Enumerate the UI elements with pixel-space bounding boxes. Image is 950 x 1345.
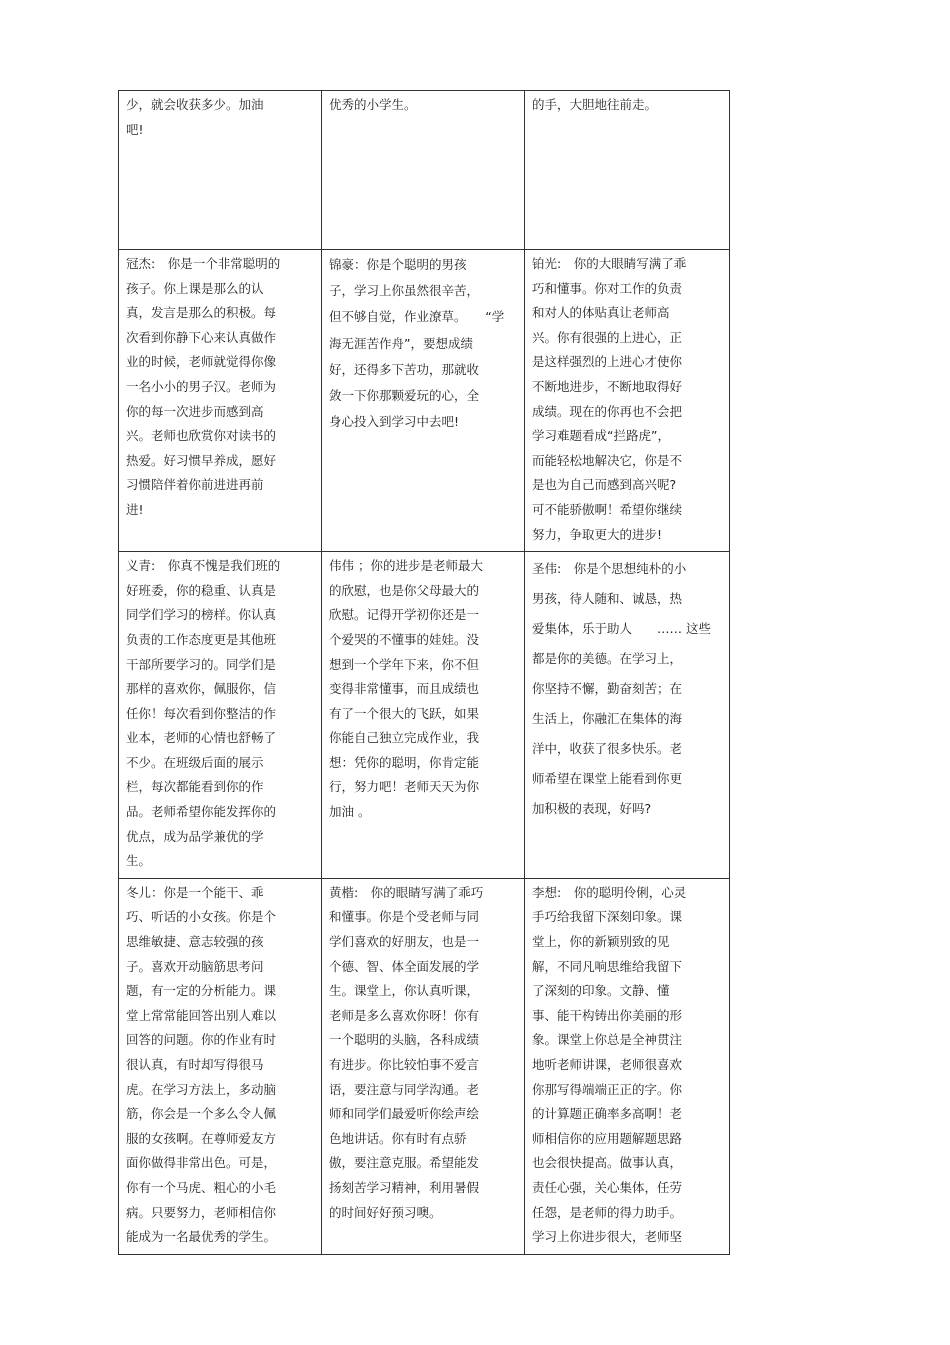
- comment-line: 学们喜欢的好朋友，也是一: [329, 934, 480, 950]
- comment-line: 负责的工作态度更是其他班: [126, 631, 277, 647]
- comment-line: 很认真，有时却写得很马: [126, 1057, 264, 1072]
- comment-line: 冬儿：你是一个能干、乖: [126, 884, 264, 900]
- comment-line: 真，发言是那么的积极。每: [126, 305, 277, 321]
- comment-line: 子。喜欢开动脑筋思考问: [126, 958, 264, 974]
- comment-line: 题，有一定的分析能力。课: [126, 983, 277, 999]
- comment-line: 同学们学习的榜样。你认真: [126, 607, 277, 623]
- comment-line: 加油 。: [329, 804, 371, 820]
- comment-line: 责任心强，关心集体，任劳: [532, 1179, 683, 1195]
- comment-line: 李想: 你的聪明伶俐，心灵: [532, 884, 687, 900]
- comment-line: 解，不同凡响思维给我留下: [532, 958, 683, 974]
- comment-line: 服的女孩啊。在尊师爱友方: [126, 1130, 277, 1146]
- comment-line: 傲，要注意克服。希望能发: [329, 1155, 480, 1171]
- comment-line: 象。课堂上你总是全神贯注: [532, 1032, 683, 1048]
- comment-line: 你那写得端端正正的字。你: [532, 1081, 683, 1097]
- comment-line: 堂上常常能回答出别人难以: [126, 1007, 277, 1023]
- comment-line: 堂上，你的新颖别致的见: [532, 934, 670, 950]
- comment-line: 干部所要学习的。同学们是: [126, 656, 277, 672]
- comment-line: 都是你的美德。在学习上，: [532, 651, 683, 667]
- comment-line: 孩子。你上课是那么的认: [126, 280, 264, 296]
- comment-line: 好，还得多下苦功，那就收: [329, 361, 480, 377]
- comment-cell: [322, 250, 525, 552]
- comment-line: 变得非常懂事，而且成绩也: [329, 681, 480, 697]
- comment-line: 不断地进步，不断地取得好: [532, 378, 683, 394]
- comment-line: 学习上你进步很大，老师坚: [532, 1229, 683, 1245]
- comment-cell: [322, 552, 525, 879]
- comment-line: 不少。在班级后面的展示: [126, 754, 264, 770]
- comment-row: [119, 91, 730, 250]
- comment-line: 有了一个很大的飞跃，如果: [329, 705, 480, 721]
- comment-line: 可不能骄傲啊！希望你继续: [532, 501, 683, 517]
- comment-cell: [322, 878, 525, 1254]
- comment-line: 铂光: 你的大眼睛写满了乖: [532, 256, 687, 271]
- comment-line: 行，努力吧！老师天天为你: [329, 779, 480, 795]
- comment-line: 身心投入到学习中去吧!: [329, 414, 460, 430]
- comment-line: 少，就会收获多少。加油: [126, 97, 264, 112]
- comment-line: 而能轻松地解决它，你是不: [532, 452, 683, 468]
- comment-line: 海无涯苦作舟”，要想成绩: [329, 335, 473, 351]
- comment-line: 的手，大胆地往前走。: [532, 97, 658, 112]
- comment-line: 栏，每次都能看到你的作: [126, 779, 264, 795]
- comment-line: 次看到你静下心来认真做作: [126, 329, 277, 345]
- comment-row: [119, 250, 730, 552]
- comment-cell: [322, 91, 525, 250]
- comment-line: 是这样强烈的上进心才使你: [532, 354, 683, 370]
- comment-line: 巧、听话的小女孩。你是个: [126, 909, 277, 925]
- comment-line: 欣慰。记得开学初你还是一: [329, 607, 480, 623]
- comment-cell: [119, 250, 322, 552]
- comment-line: 优秀的小学生。: [329, 97, 417, 112]
- comment-line: 黄楷: 你的眼睛写满了乖巧: [329, 884, 484, 900]
- comment-line: 的时间好好预习噢。: [329, 1204, 442, 1220]
- comment-line: 筋，你会是一个多么令人佩: [126, 1106, 277, 1122]
- comment-cell: [119, 91, 322, 250]
- comment-line: 锦豪：你是个聪明的男孩: [329, 257, 467, 272]
- comment-line: 爱集体，乐于助人 …… 这些: [532, 621, 711, 637]
- comment-line: 色地讲话。你有时有点骄: [329, 1130, 467, 1146]
- comment-line: 老师是多么喜欢你呀！你有: [329, 1007, 480, 1023]
- comment-line: 业的时候，老师就觉得你像: [126, 354, 277, 370]
- comment-line: 想：凭你的聪明，你肯定能: [329, 754, 480, 770]
- comment-line: 是也为自己而感到高兴呢?: [532, 477, 677, 493]
- comment-line: 一名小小的男子汉。老师为: [126, 378, 277, 394]
- comment-line: 面你做得非常出色。可是，: [126, 1155, 277, 1171]
- comment-line: 个德、智、体全面发展的学: [329, 958, 480, 974]
- comment-line: 师和同学们最爱听你绘声绘: [329, 1106, 480, 1122]
- comment-line: 师希望在课堂上能看到你更: [532, 771, 683, 787]
- comment-line: 业本，老师的心情也舒畅了: [126, 730, 277, 746]
- comment-line: 义青: 你真不愧是我们班的: [126, 558, 281, 574]
- comment-line: 学习难题看成“拦路虎”，: [532, 428, 670, 444]
- comment-cell: [525, 552, 730, 879]
- comment-line: 洋中，收获了很多快乐。老: [532, 741, 683, 757]
- comment-line: 回答的问题。你的作业有时: [126, 1032, 277, 1048]
- comment-line: 品。老师希望你能发挥你的: [126, 804, 277, 820]
- comment-line: 那样的喜欢你，佩服你，信: [126, 681, 277, 697]
- comment-line: 的欣慰，也是你父母最大的: [329, 582, 480, 598]
- comment-line: 能成为一名最优秀的学生。: [126, 1229, 277, 1245]
- comment-line: 生。课堂上，你认真听课，: [329, 983, 480, 999]
- comment-line: 语，要注意与同学沟通。老: [329, 1081, 480, 1097]
- comment-cell: [119, 878, 322, 1254]
- comment-line: 成绩。现在的你再也不会把: [532, 403, 683, 419]
- comment-line: 了深刻的印象。文静、懂: [532, 983, 670, 999]
- comment-line: 虎。在学习方法上，多动脑: [126, 1081, 277, 1097]
- comment-line: 有进步。你比较怕事不爱言: [329, 1057, 480, 1072]
- teacher-comments-table: [118, 90, 730, 1255]
- comment-row: [119, 552, 730, 879]
- comment-cell: [525, 91, 730, 250]
- comment-line: 事、能干构铸出你美丽的形: [532, 1007, 683, 1023]
- comment-line: 兴。你有很强的上进心，正: [532, 329, 683, 345]
- comment-line: 个爱哭的不懂事的娃娃。没: [329, 631, 480, 647]
- comment-line: 吧!: [126, 121, 144, 137]
- comment-line: 你的每一次进步而感到高: [126, 403, 264, 419]
- comment-line: 你有一个马虎、粗心的小毛: [126, 1179, 277, 1195]
- comment-line: 好班委，你的稳重、认真是: [126, 582, 277, 598]
- comment-line: 男孩，待人随和、诚恳，热: [532, 591, 683, 607]
- comment-line: 一个聪明的头脑，各科成绩: [329, 1032, 480, 1048]
- comment-line: 子，学习上你虽然很辛苦，: [329, 283, 480, 299]
- comment-row: [119, 878, 730, 1254]
- comment-line: 进!: [126, 501, 144, 517]
- comment-cell: [525, 878, 730, 1254]
- comment-line: 和对人的体贴真让老师高: [532, 305, 670, 321]
- comment-line: 任怨，是老师的得力助手。: [532, 1204, 683, 1220]
- comment-line: 加积极的表现，好吗?: [532, 801, 652, 817]
- comment-line: 任你！每次看到你整洁的作: [126, 705, 277, 721]
- comment-line: 思维敏捷、意志较强的孩: [126, 934, 264, 950]
- comment-line: 生活上，你融汇在集体的海: [532, 711, 683, 727]
- comment-cell: [525, 250, 730, 552]
- comment-line: 手巧给我留下深刻印象。课: [532, 909, 683, 925]
- comment-line: 病。只要努力，老师相信你: [126, 1204, 277, 1220]
- comment-line: 也会很快提高。做事认真，: [532, 1155, 683, 1171]
- comment-line: 努力，争取更大的进步!: [532, 526, 663, 542]
- comment-line: 地听老师讲课，老师很喜欢: [532, 1057, 683, 1072]
- comment-line: 敛一下你那颗爱玩的心，全: [329, 388, 480, 404]
- comment-line: 你坚持不懈，勤奋刻苦；在: [532, 681, 683, 697]
- comment-line: 扬刻苦学习精神，利用暑假: [329, 1179, 480, 1195]
- comment-line: 你能自己独立完成作业，我: [329, 730, 480, 746]
- comment-line: 热爱。好习惯早养成，愿好: [126, 452, 277, 468]
- comment-line: 的计算题正确率多高啊！老: [532, 1106, 683, 1122]
- comment-line: 和懂事。你是个受老师与同: [329, 909, 480, 925]
- comment-line: 师相信你的应用题解题思路: [532, 1130, 683, 1146]
- comment-cell: [119, 552, 322, 879]
- comment-line: 优点，成为品学兼优的学: [126, 828, 264, 844]
- comment-line: 但不够自觉，作业潦草。 “学: [329, 309, 505, 325]
- comment-line: 冠杰: 你是一个非常聪明的: [126, 256, 281, 271]
- comment-line: 巧和懂事。你对工作的负责: [532, 280, 683, 296]
- comment-line: 想到一个学年下来，你不但: [329, 656, 480, 672]
- comment-line: 伟伟 ；你的进步是老师最大: [329, 558, 483, 574]
- comment-line: 生。: [126, 853, 152, 869]
- comment-line: 兴。老师也欣赏你对读书的: [126, 428, 277, 444]
- comment-line: 圣伟: 你是个思想纯朴的小: [532, 561, 687, 577]
- comment-line: 习惯陪伴着你前进进再前: [126, 477, 264, 493]
